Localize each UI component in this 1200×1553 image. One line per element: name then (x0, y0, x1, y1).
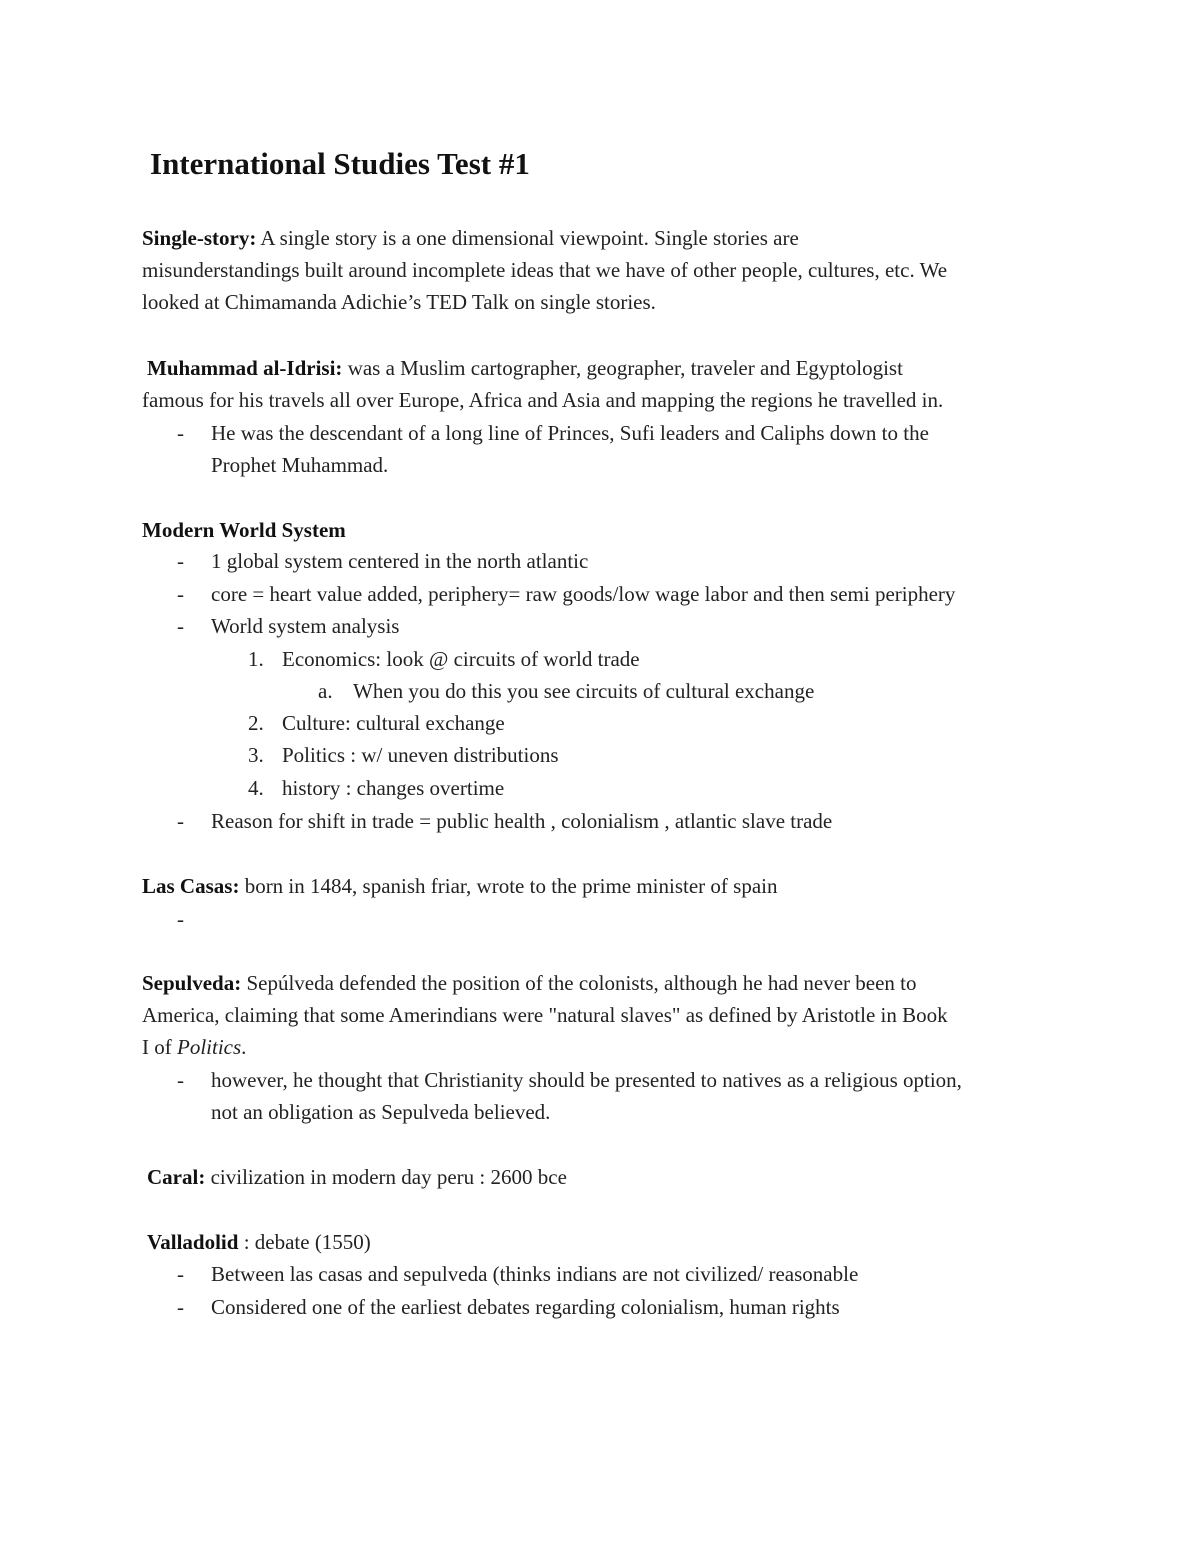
caral-term: Caral: (147, 1165, 206, 1189)
page-title: International Studies Test #1 (150, 146, 530, 181)
bullet-dash: - (177, 1295, 184, 1319)
idrisi-term: Muhammad al-Idrisi: (147, 356, 343, 380)
caral-text: civilization in modern day peru : 2600 bce (205, 1165, 567, 1189)
las-casas-line (142, 872, 778, 900)
list-item-history: history : changes overtime (282, 776, 505, 800)
caral-line (147, 1163, 567, 1191)
single-story-term: Single-story: (142, 226, 257, 250)
list-letter: a. (318, 679, 333, 703)
las-casas-text: born in 1484, spanish friar, wrote to the prime minister of spain (239, 874, 778, 898)
single-story-line-2: misunderstandings built around incomplete ideas that we have of other people, cultures, etc. We (142, 258, 948, 282)
list-number: 2. (248, 711, 264, 735)
politics-book-title: Politics (177, 1035, 242, 1059)
modern-world-system-heading: Modern World System (142, 518, 346, 542)
idrisi-line-2: famous for his travels all over Europe, Africa and Asia and mapping the regions he travelled in. (142, 388, 944, 412)
sepulveda-bullet-line-2: not an obligation as Sepulveda believed. (211, 1100, 551, 1124)
list-item-economics: Economics: look @ circuits of world trade (282, 647, 640, 671)
list-item-cultural-exchange: When you do this you see circuits of cultural exchange (353, 679, 815, 703)
valladolid-text: : debate (1550) (238, 1230, 371, 1254)
sepulveda-text-3b: . (241, 1035, 247, 1059)
mws-bullet-4: Reason for shift in trade = public health , colonialism , atlantic slave trade (211, 809, 833, 833)
list-number: 3. (248, 743, 264, 767)
bullet-dash: - (177, 549, 184, 573)
mws-bullet-1: 1 global system centered in the north atlantic (211, 549, 589, 573)
list-number: 1. (248, 647, 264, 671)
sepulveda-bullet-line-1: however, he thought that Christianity should be presented to natives as a religious option, (211, 1068, 962, 1092)
sepulveda-line-2: America, claiming that some Amerindians were "natural slaves" as defined by Aristotle in Book (142, 1003, 948, 1027)
single-story-text-1: A single story is a one dimensional viewpoint. Single stories are (256, 226, 799, 250)
sepulveda-term: Sepulveda: (142, 971, 242, 995)
idrisi-text-1: was a Muslim cartographer, geographer, traveler and Egyptologist (342, 356, 903, 380)
valladolid-bullet-2: Considered one of the earliest debates regarding colonialism, human rights (211, 1295, 840, 1319)
sepulveda-text-3a: I of (142, 1035, 177, 1059)
idrisi-line-1 (147, 354, 903, 382)
idrisi-bullet-line-2: Prophet Muhammad. (211, 453, 389, 477)
valladolid-term: Valladolid (147, 1230, 239, 1254)
list-item-politics: Politics : w/ uneven distributions (282, 743, 559, 767)
list-number: 4. (248, 776, 264, 800)
valladolid-line (147, 1228, 371, 1256)
bullet-dash: - (177, 1068, 184, 1092)
list-item-culture: Culture: cultural exchange (282, 711, 505, 735)
bullet-dash: - (177, 582, 184, 606)
sepulveda-line-1 (142, 969, 917, 997)
bullet-dash: - (177, 421, 184, 445)
single-story-line-3: looked at Chimamanda Adichie’s TED Talk on single stories. (142, 290, 656, 314)
las-casas-term: Las Casas: (142, 874, 240, 898)
bullet-dash: - (177, 1262, 184, 1286)
sepulveda-text-1: Sepúlveda defended the position of the colonists, although he had never been to (241, 971, 917, 995)
mws-bullet-3: World system analysis (211, 614, 400, 638)
single-story-line-1 (142, 224, 799, 252)
idrisi-bullet-line-1: He was the descendant of a long line of Princes, Sufi leaders and Caliphs down to the (211, 421, 929, 445)
valladolid-bullet-1: Between las casas and sepulveda (thinks indians are not civilized/ reasonable (211, 1262, 859, 1286)
mws-bullet-2: core = heart value added, periphery= raw goods/low wage labor and then semi periphery (211, 582, 956, 606)
bullet-dash: - (177, 907, 184, 931)
bullet-dash: - (177, 614, 184, 638)
sepulveda-line-3 (142, 1033, 246, 1061)
bullet-dash: - (177, 809, 184, 833)
